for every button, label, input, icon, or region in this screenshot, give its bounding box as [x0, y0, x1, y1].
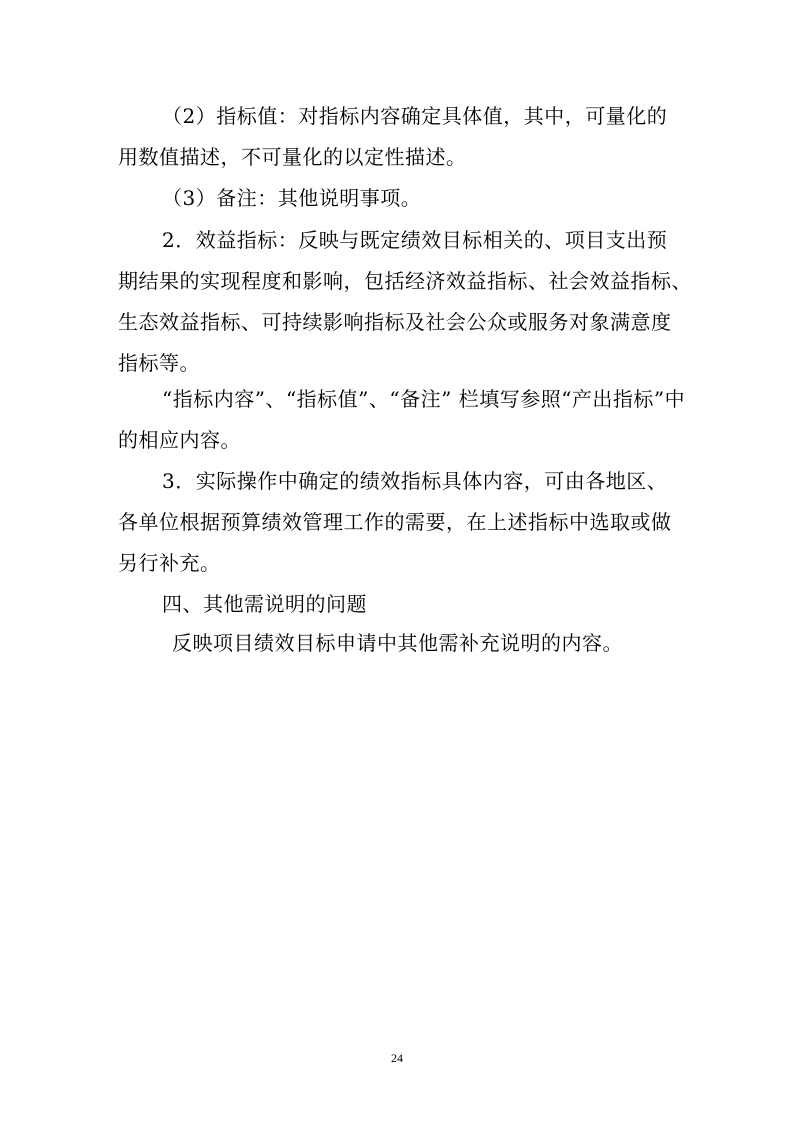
paragraph-indicator-value-line-2: 用数值描述，不可量化的以定性描述。	[118, 145, 467, 169]
paragraph-specific-content-line-1: 3．实际操作中确定的绩效指标具体内容，可由各地区、	[162, 469, 668, 493]
paragraph-remarks-line-1: （3）备注：其他说明事项。	[162, 186, 422, 210]
paragraph-specific-content-line-2: 各单位根据预算绩效管理工作的需要，在上述指标中选取或做	[118, 510, 672, 534]
paragraph-benefit-indicators-line-4: 指标等。	[118, 351, 200, 375]
paragraph-indicator-value-line-1: （2）指标值：对指标内容确定具体值，其中，可量化的	[162, 104, 668, 128]
paragraph-specific-content-line-3: 另行补充。	[118, 551, 221, 575]
paragraph-fill-reference-line-2: 的相应内容。	[118, 428, 241, 452]
paragraph-fill-reference-line-1: “指标内容”、“指标值”、“备注” 栏填写参照“产出指标”中	[162, 387, 686, 411]
paragraph-other-issues-line-1: 反映项目绩效目标申请中其他需补充说明的内容。	[172, 631, 623, 655]
section-heading-other-issues: 四、其他需说明的问题	[162, 592, 367, 616]
page-number: 24	[391, 1051, 403, 1065]
paragraph-benefit-indicators-line-3: 生态效益指标、可持续影响指标及社会公众或服务对象满意度	[118, 310, 672, 334]
paragraph-benefit-indicators-line-1: 2．效益指标：反映与既定绩效目标相关的、项目支出预	[162, 228, 668, 252]
paragraph-benefit-indicators-line-2: 期结果的实现程度和影响，包括经济效益指标、社会效益指标、	[118, 269, 692, 293]
